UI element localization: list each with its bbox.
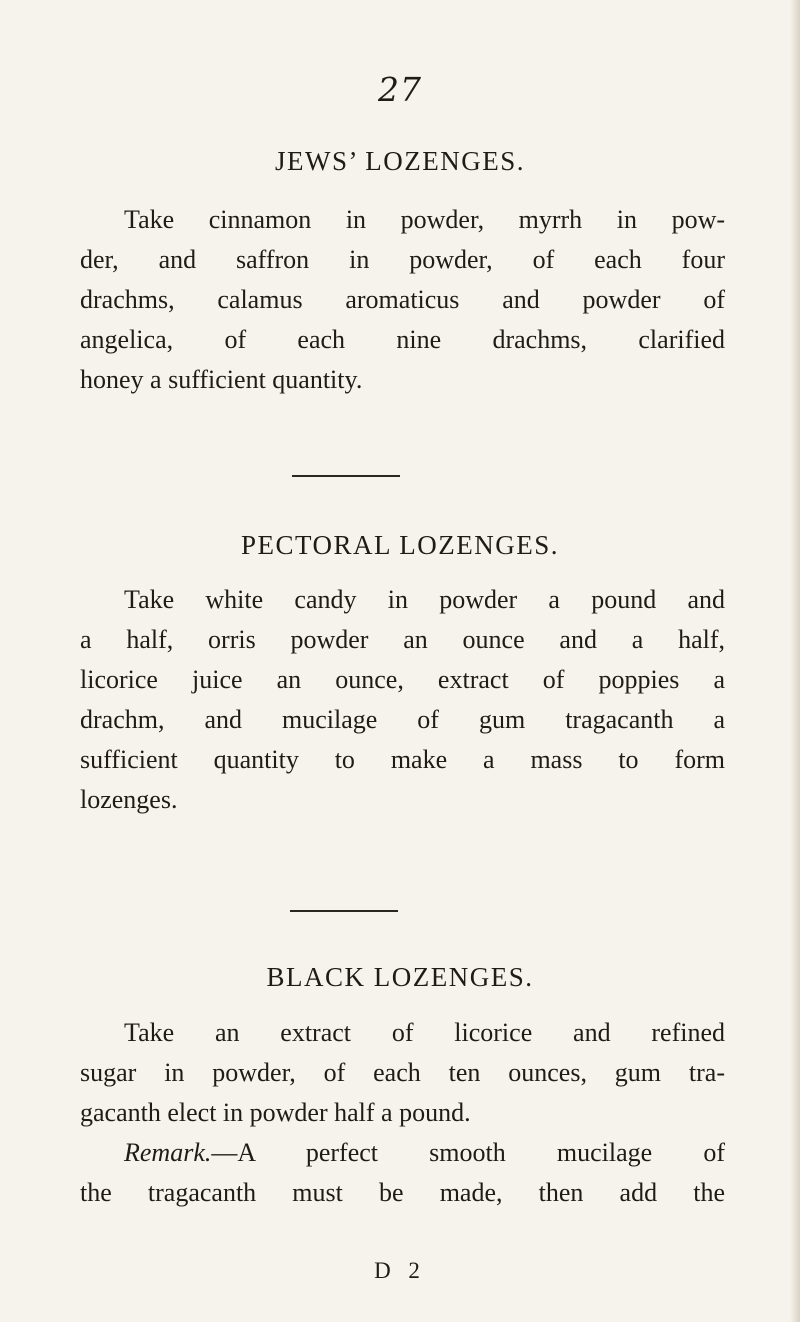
text-line: sugar in powder, of each ten ounces, gum tra- (80, 1058, 725, 1087)
remark-text: —A perfect smooth mucilage of (211, 1138, 725, 1167)
text-line: gacanth elect in powder half a pound. (80, 1098, 471, 1127)
section-divider (290, 910, 398, 912)
recipe-black-lozenges (80, 1013, 725, 1213)
remark-line (80, 1133, 725, 1173)
page-number: 27 (378, 70, 422, 109)
text-line: sufficient quantity to make a mass to form (80, 745, 725, 774)
section-title-jews-lozenges: JEWS’ LOZENGES. (275, 146, 525, 176)
text-line: Take an extract of licorice and refined (124, 1018, 725, 1047)
text-line: honey a sufficient quantity. (80, 365, 363, 394)
text-line: Take white candy in powder a pound and (124, 585, 725, 614)
text-line: Take cinnamon in powder, myrrh in pow- (124, 205, 725, 234)
section-title-pectoral-lozenges: PECTORAL LOZENGES. (240, 530, 559, 560)
signature-mark: D 2 (374, 1258, 426, 1283)
text-line: the tragacanth must be made, then add the (80, 1178, 725, 1207)
text-line: drachms, calamus aromaticus and powder of (80, 285, 725, 314)
remark-label: Remark. (124, 1138, 212, 1167)
text-line: angelica, of each nine drachms, clarified (80, 325, 725, 354)
recipe-jews-lozenges (80, 200, 725, 400)
text-line: lozenges. (80, 785, 178, 814)
text-line: a half, orris powder an ounce and a half, (80, 625, 725, 654)
section-divider (292, 475, 400, 477)
recipe-pectoral-lozenges (80, 580, 725, 820)
section-title-black-lozenges: BLACK LOZENGES. (266, 962, 534, 992)
text-line: der, and saffron in powder, of each four (80, 245, 725, 274)
text-line: licorice juice an ounce, extract of poppies a (80, 665, 725, 694)
text-line: drachm, and mucilage of gum tragacanth a (80, 705, 725, 734)
page-edge-shadow (790, 0, 800, 1322)
